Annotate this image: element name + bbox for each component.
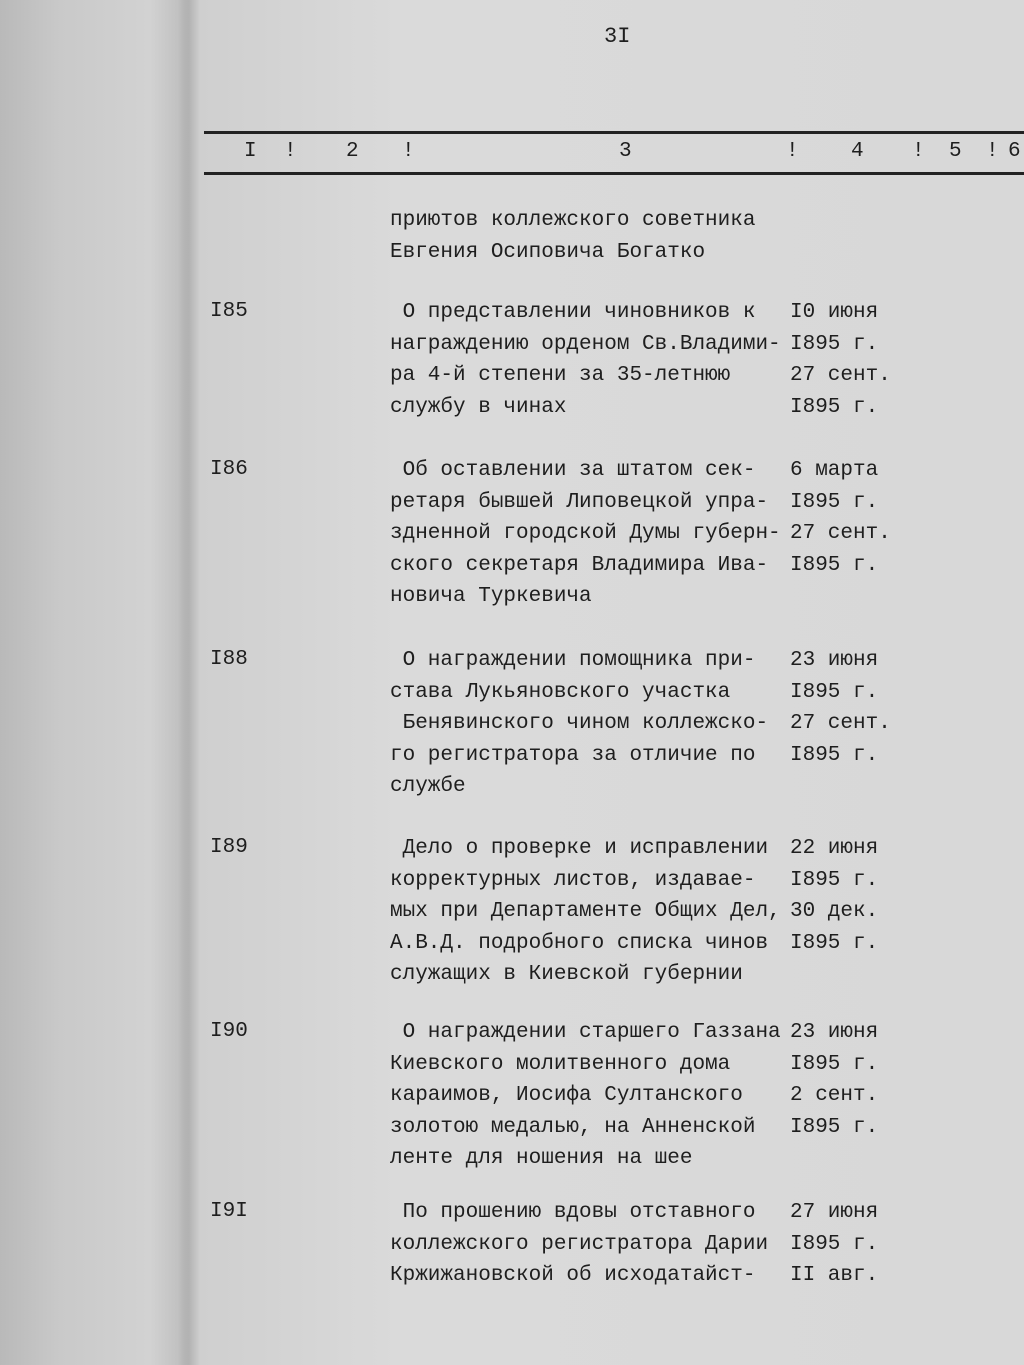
description-line: Кржижановской об исходатайст- (390, 1264, 756, 1287)
description-line: здненной городской Думы губерн- (390, 522, 781, 545)
date-line: I895 г. (790, 553, 879, 577)
column-separator: ! (912, 140, 925, 163)
date-line: I895 г. (790, 868, 879, 892)
date-line: I895 г. (790, 490, 879, 514)
date-line: I895 г. (790, 1232, 879, 1256)
description-line: приютов коллежского советника (390, 209, 756, 232)
column-separator: ! (284, 140, 297, 163)
description-line: ленте для ношения на шее (390, 1147, 693, 1170)
description-line: служащих в Киевской губернии (390, 963, 743, 986)
column-separator: ! (986, 140, 999, 163)
date-line: 27 сент. (790, 712, 891, 735)
header-top-rule (204, 131, 1024, 134)
description-line: мых при Департаменте Общих Дел, (390, 900, 781, 923)
description-line: ра 4-й степени за 35-летнюю (390, 364, 731, 387)
column-header: 6 (1008, 140, 1021, 163)
description-line: А.В.Д. подробного списка чинов (390, 931, 769, 955)
date-line: 27 июня (790, 1201, 879, 1224)
description-line: О награждении помощника при- (390, 649, 756, 672)
description-line: Киевского молитвенного дома (390, 1052, 731, 1076)
description-line: ретаря бывшей Липовецкой упра- (390, 490, 769, 514)
date-line: 22 июня (790, 837, 879, 860)
column-header: 4 (851, 140, 864, 163)
page-number: 3I (604, 24, 631, 49)
record-number: I86 (210, 458, 248, 481)
record-number: I85 (210, 300, 248, 323)
column-header: I (244, 140, 257, 163)
description-line: новича Туркевича (390, 585, 592, 608)
description-line: О награждении старшего Газзана (390, 1021, 781, 1044)
description-line: Об оставлении за штатом сек- (390, 459, 756, 482)
description-line: ского секретаря Владимира Ива- (390, 553, 769, 577)
date-line: I895 г. (790, 743, 879, 767)
column-header: 2 (346, 140, 359, 163)
date-line: I895 г. (790, 332, 879, 356)
description-line: караимов, Иосифа Султанского (390, 1084, 743, 1107)
description-line: Дело о проверке и исправлении (390, 837, 769, 860)
column-header: 5 (949, 140, 962, 163)
column-separator: ! (402, 140, 415, 163)
date-line: I895 г. (790, 680, 879, 704)
description-line: О представлении чиновников к (390, 301, 756, 324)
column-separator: ! (786, 140, 799, 163)
record-number: I89 (210, 836, 248, 859)
description-line: золотою медалью, на Анненской (390, 1115, 756, 1139)
date-line: I895 г. (790, 1052, 879, 1076)
description-line: По прошению вдовы отставного (390, 1201, 756, 1224)
header-bottom-rule (204, 172, 1024, 175)
description-line: корректурных листов, издавае- (390, 868, 756, 892)
date-line: I895 г. (790, 931, 879, 955)
record-number: I88 (210, 648, 248, 671)
date-line: I895 г. (790, 395, 879, 419)
description-line: службу в чинах (390, 395, 567, 419)
date-line: 27 сент. (790, 522, 891, 545)
date-line: 30 дек. (790, 900, 879, 923)
date-line: 2 сент. (790, 1084, 879, 1107)
description-line: го регистратора за отличие по (390, 743, 756, 767)
date-line: I895 г. (790, 1115, 879, 1139)
date-line: I0 июня (790, 301, 879, 324)
description-line: Бенявинского чином коллежско- (390, 712, 769, 735)
description-line: коллежского регистратора Дарии (390, 1232, 769, 1256)
record-number: I90 (210, 1020, 248, 1043)
date-line: 6 марта (790, 459, 879, 482)
description-line: Евгения Осиповича Богатко (390, 241, 706, 264)
book-gutter (178, 0, 200, 1365)
date-line: 27 сент. (790, 364, 891, 387)
description-line: става Лукьяновского участка (390, 680, 731, 704)
column-header: 3 (619, 140, 632, 163)
description-line: награждению орденом Св.Владими- (390, 332, 781, 356)
date-line: 23 июня (790, 649, 879, 672)
record-number: I9I (210, 1200, 248, 1223)
description-line: службе (390, 775, 466, 798)
date-line: 23 июня (790, 1021, 879, 1044)
date-line: II авг. (790, 1264, 879, 1287)
